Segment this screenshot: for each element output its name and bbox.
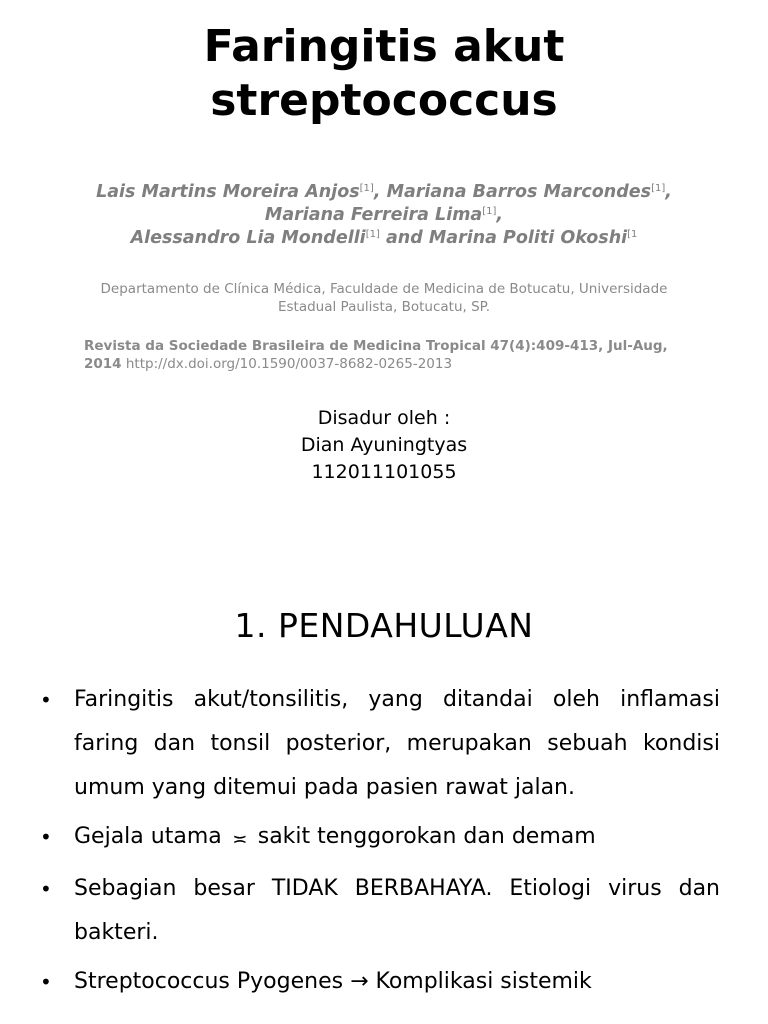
bullet-icon: • <box>40 825 52 849</box>
bullet-text: sakit tenggorokan dan demam <box>257 824 596 849</box>
journal-citation <box>84 337 688 373</box>
content-slide <box>0 560 768 1024</box>
author-list <box>80 181 688 250</box>
doi-link[interactable]: http://dx.doi.org/10.1590/0037-8682-0265-2013 <box>125 356 453 372</box>
author-sep: , <box>496 205 504 225</box>
author-name: Lais Martins Moreira Anjos <box>96 182 360 202</box>
bullet-list <box>40 678 720 1009</box>
list-item <box>40 678 720 810</box>
bullet-icon: • <box>40 877 52 901</box>
author-name: Marina Politi Okoshi <box>428 228 628 248</box>
author-name: Alessandro Lia Mondelli <box>130 228 366 248</box>
affiliation: Departamento de Clínica Médica, Faculdade de Medicina de Botucatu, Universidade Estadual Paulista, Botucatu, SP. <box>100 281 668 315</box>
author-sep: , <box>373 182 381 202</box>
bullet-text: Faringitis akut/tonsilitis, yang ditandai oleh inflamasi faring dan tonsil posterior, merupakan sebuah kondisi umum yang ditemui pada pasien rawat jalan. <box>74 687 720 800</box>
author-name: Mariana Barros Marcondes <box>386 182 652 202</box>
author-affil-mark: [1] <box>651 183 666 194</box>
bullet-text: Sebagian besar TIDAK BERBAHAYA. Etiologi virus dan bakteri. <box>74 876 720 945</box>
author-affil-mark: [1] <box>365 229 380 240</box>
author-affil-mark: [1] <box>482 206 497 217</box>
section-heading: 1. PENDAHULUAN <box>234 606 534 645</box>
author-name: Mariana Ferreira Lima <box>264 205 483 225</box>
byline-label: Disadur oleh : <box>317 407 451 429</box>
byline-name: Dian Ayuningtyas <box>300 434 468 456</box>
list-item <box>40 867 720 955</box>
author-sep: , <box>665 182 672 202</box>
approximately-icon: ≍ <box>232 829 248 850</box>
byline-id: 112011101055 <box>311 461 457 483</box>
slide-title <box>0 20 768 128</box>
author-affil-mark: [1] <box>359 183 374 194</box>
bullet-text: Streptococcus Pyogenes → Komplikasi sistemik <box>74 969 592 994</box>
list-item <box>40 960 720 1004</box>
title-line-1: Faringitis akut <box>203 21 565 72</box>
bullet-icon: • <box>40 688 52 712</box>
journal-name: Revista da Sociedade Brasileira de Medicina Tropical 47(4):409-413, Jul-Aug, 2014 <box>84 338 668 372</box>
byline <box>0 405 768 486</box>
bullet-icon: • <box>40 970 52 994</box>
author-affil-mark: [1 <box>627 229 638 240</box>
bullet-text: Gejala utama <box>74 824 222 849</box>
title-line-2: streptococcus <box>210 75 558 126</box>
author-sep: and <box>379 228 423 248</box>
list-item <box>40 815 720 862</box>
